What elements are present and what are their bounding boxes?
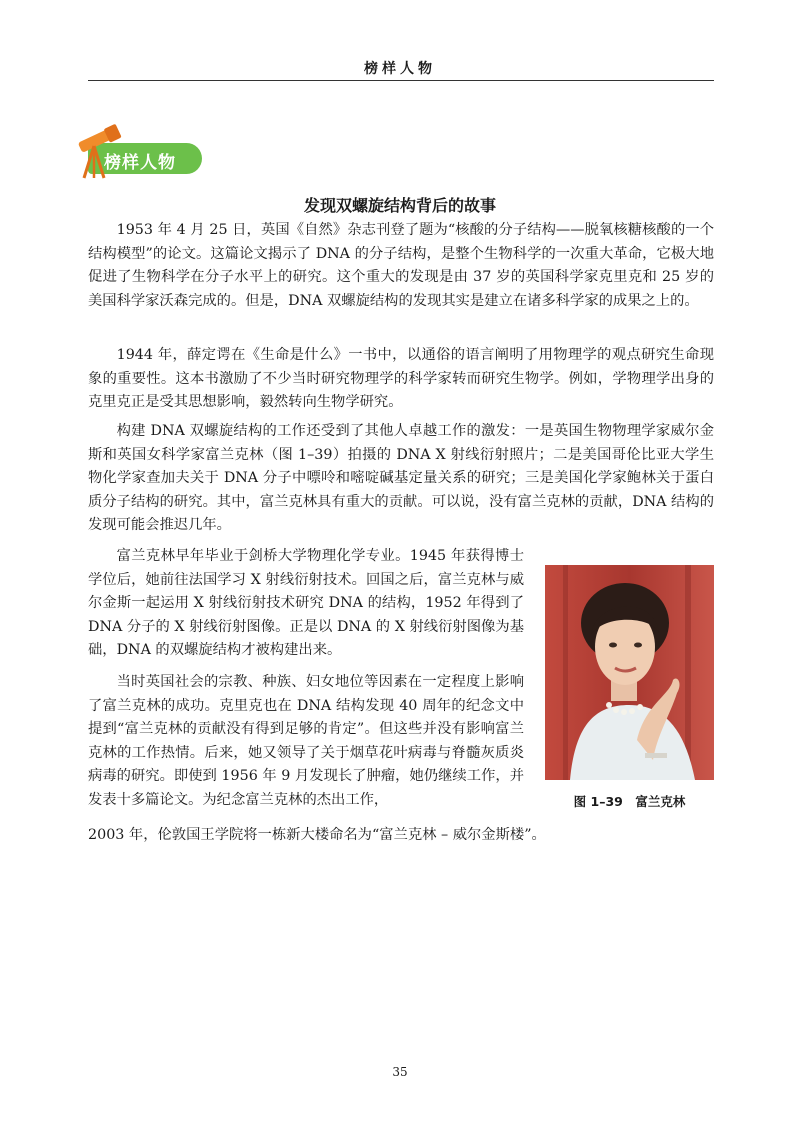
paragraph: 1944 年，薛定谔在《生命是什么》一书中，以通俗的语言阐明了用物理学的观点研究生命现象的重要性。这本书激励了不少当时研究物理学的科学家转而研究生物学。例如，学物理学出身的克里克正是受其思想影响，毅然转向生物学研究。 [88, 347, 714, 410]
header-rule [88, 80, 714, 81]
figure-caption: 图 1–39 富兰克林 [573, 794, 686, 809]
paragraph: 1953 年 4 月 25 日，英国《自然》杂志刊登了题为“核酸的分子结构——脱氧核糖核酸的一个结构模型”的论文。这篇论文揭示了 DNA 的分子结构，是整个生物科学的一次重大革命，它极大地促进了生物科学在分子水平上的研究。这个重大的发现是由 37 岁的英国科学家克里克和 25 岁的美国科学家沃森完成的。但是，DNA 双螺旋结构的发现其实是建立在诸多科学家的成果之上的。 [88, 222, 714, 309]
paragraph: 富兰克林早年毕业于剑桥大学物理化学专业。1945 年获得博士学位后，她前往法国学习 X 射线衍射技术。回国之后，富兰克林与威尔金斯一起运用 X 射线衍射技术研究 DNA 的结构，1952 年得到了 DNA 分子的 X 射线衍射图像。正是以 DNA 的 X 射线衍射图像为基础，DNA 的双螺旋结构才被构建出来。 [88, 548, 524, 658]
running-header: 榜样人物 [364, 61, 436, 77]
telescope-icon [76, 122, 122, 180]
page-number: 35 [392, 1065, 408, 1079]
section-badge [76, 122, 226, 180]
article-title: 发现双螺旋结构背后的故事 [303, 196, 496, 215]
paragraph-continuation: 2003 年，伦敦国王学院将一栋新大楼命名为“富兰克林 – 威尔金斯楼”。 [88, 827, 546, 843]
paragraph: 当时英国社会的宗教、种族、妇女地位等因素在一定程度上影响了富兰克林的成功。克里克也在 DNA 结构发现 40 周年的纪念文中提到“富兰克林的贡献没有得到足够的肯定”。但这些并没有影响富兰克林的工作热情。后来，她又领导了关于烟草花叶病毒与脊髓灰质炎病毒的研究。即使到 1956 年 9 月发现长了肿瘤，她仍继续工作，并发表十多篇论文。为纪念富兰克林的杰出工作， [88, 674, 524, 808]
badge-label: 榜样人物 [104, 153, 176, 173]
paragraph: 构建 DNA 双螺旋结构的工作还受到了其他人卓越工作的激发：一是英国生物物理学家威尔金斯和英国女科学家富兰克林（图 1–39）拍摄的 DNA X 射线衍射照片；二是美国哥伦比亚大学生物化学家查加夫关于 DNA 分子中嘌呤和嘧啶碱基定量关系的研究；三是美国化学家鲍林关于蛋白质分子结构的研究。其中，富兰克林具有重大的贡献。可以说，没有富兰克林的贡献，DNA 结构的发现可能会推迟几年。 [88, 423, 714, 533]
portrait-photo [545, 565, 714, 780]
